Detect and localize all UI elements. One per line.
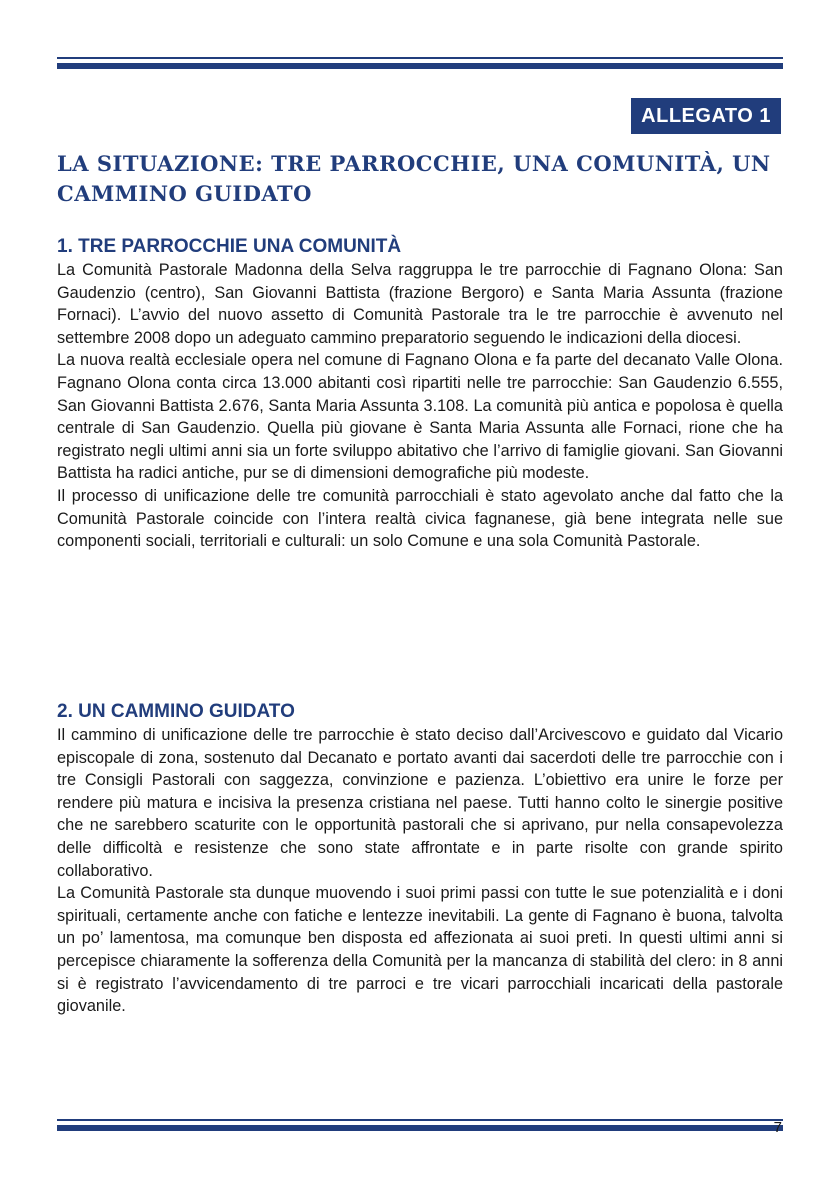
header-rule-thin: [57, 57, 783, 59]
footer-rule-thin: [57, 1119, 783, 1121]
section-1-paragraph: Il processo di unificazione delle tre comunità parrocchiali è stato agevolato anche dal fatto che la Comunità Pastorale coincide con l’intera realtà civica fagnanese, già bene integrata nelle sue componenti sociali, territoriali e culturali: un solo Comune e una sola Comunità Pastorale.: [57, 486, 783, 551]
section-1-paragraph: La nuova realtà ecclesiale opera nel comune di Fagnano Olona e fa parte del decanato Valle Olona. Fagnano Olona conta circa 13.000 abitanti così ripartiti nelle tre parrocchie: San Gaudenzio 6.555, San Giovanni Battista 2.676, Santa Maria Assunta 3.108. La comunità più antica e popolosa è quella centrale di San Gaudenzio. Quella più giovane è Santa Maria Assunta alle Fornaci, rione che ha registrato negli ultimi anni sia un forte sviluppo abitativo che l’arrivo di famiglie giovani. San Giovanni Battista ha radici antiche, pur se di dimensioni demografiche più modeste.: [57, 351, 783, 483]
footer-rule-thick: [57, 1125, 783, 1131]
header-rule-thick: [57, 63, 783, 69]
section-1: [57, 235, 783, 553]
section-2-paragraph: Il cammino di unificazione delle tre parrocchie è stato deciso dall’Arcivescovo e guidato dal Vicario episcopale di zona, sostenuto dal Decanato e portato avanti dai sacerdoti delle tre parrocchie con i tre Consigli Pastorali con saggezza, convinzione e pazienza. L’obiettivo era unire le forze per rendere più matura e incisiva la presenza cristiana nel paese. Tutti hanno colto le sinergie positive che ne sarebbero scaturite con le opportunità pastorali che si aprivano, pur nella consapevolezza delle difficoltà e resistenze che sono state affrontate e in parte risolte con grande spirito collaborativo.: [57, 726, 783, 880]
page-number: 7: [773, 1119, 782, 1136]
section-2-heading: 2. UN CAMMINO GUIDATO: [57, 701, 295, 722]
section-2: [57, 700, 783, 1018]
section-1-heading: 1. TRE PARROCCHIE UNA COMUNITÀ: [57, 236, 402, 257]
attachment-badge: ALLEGATO 1: [631, 98, 781, 134]
section-1-paragraph: La Comunità Pastorale Madonna della Selva raggruppa le tre parrocchie di Fagnano Olona: San Gaudenzio (centro), San Giovanni Battista (frazione Bergoro) e Santa Maria Assunta (frazione Fornaci). L’avvio del nuovo assetto di Comunità Pastorale tra le tre parrocchie è avvenuto nel settembre 2008 dopo un adeguato cammino preparatorio seguendo le indicazioni della diocesi.: [57, 261, 783, 347]
section-2-paragraph: La Comunità Pastorale sta dunque muovendo i suoi primi passi con tutte le sue potenzialità e i doni spirituali, certamente anche con fatiche e lentezze inevitabili. La gente di Fagnano è buona, talvolta un po’ lamentosa, ma comunque ben disposta ed affezionata ai suoi preti. In questi ultimi anni si percepisce chiaramente la sofferenza della Comunità per la mancanza di stabilità del clero: in 8 anni si è registrato l’avvicendamento di tre parroci e tre vicari parrocchiali incaricati della pastorale giovanile.: [57, 884, 783, 1016]
page-title: LA SITUAZIONE: TRE PARROCCHIE, UNA COMUNITÀ, UN CAMMINO GUIDATO: [57, 151, 771, 206]
